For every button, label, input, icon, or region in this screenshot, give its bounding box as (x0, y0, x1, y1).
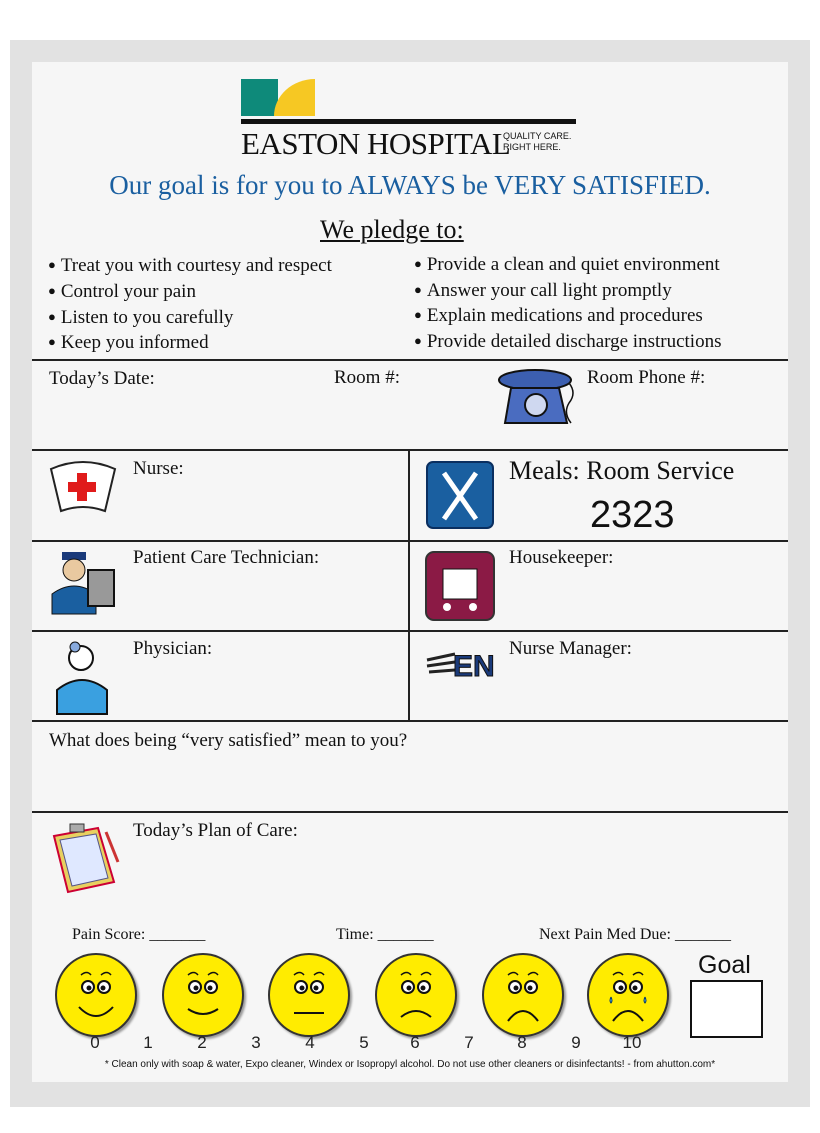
pain-scale-number: 2 (197, 1033, 207, 1052)
pain-face-8 (482, 953, 564, 1037)
logo-yellow-quarter (274, 79, 315, 116)
footnote: * Clean only with soap & water, Expo cleaner, Windex or Isopropyl alcohol. Do not use other cleaners or disinfectants! - from ahutton.com* (104, 1059, 716, 1070)
divider (32, 720, 788, 722)
meals-label: Meals: Room Service (509, 456, 735, 485)
logo (241, 79, 576, 159)
logo-teal-square (241, 79, 278, 116)
fork-knife-icon (426, 461, 494, 529)
pain-face-2 (162, 953, 244, 1037)
physician-icon (55, 640, 111, 716)
pledge-item: ● Explain medications and procedures (414, 305, 703, 327)
technician-icon (50, 550, 118, 616)
divider (32, 449, 788, 451)
pain-scale-number: 6 (410, 1033, 420, 1052)
pain-scale-number: 8 (517, 1033, 527, 1052)
nurse-cap-icon (47, 459, 119, 515)
pledge-item: ● Control your pain (48, 281, 196, 303)
nurse-manager-logo-icon (425, 640, 497, 690)
pct-label: Patient Care Technician: (133, 547, 320, 568)
pain-face-10 (587, 953, 669, 1037)
goal-box[interactable] (690, 980, 763, 1038)
housekeeping-cart-icon (425, 551, 495, 621)
clipboard-icon (48, 822, 120, 894)
pain-scale-number: 7 (464, 1033, 474, 1052)
pain-face-6 (375, 953, 457, 1037)
divider (32, 630, 788, 632)
pain-scale-number: 10 (622, 1033, 642, 1052)
time-field: Time: _______ (336, 926, 434, 943)
nurse-label: Nurse: (133, 458, 184, 479)
room-phone-label: Room Phone #: (587, 367, 706, 388)
pain-scale-number: 4 (305, 1033, 315, 1052)
pain-face-4 (268, 953, 350, 1037)
pledge-item: ● Listen to you carefully (48, 307, 233, 329)
next-pain-med-field: Next Pain Med Due: _______ (539, 926, 731, 943)
divider (32, 359, 788, 361)
logo-tagline-1: QUALITY CARE. (503, 131, 572, 141)
goal-statement: Our goal is for you to ALWAYS be VERY SATISFIED. (109, 170, 711, 200)
pain-face-0 (55, 953, 137, 1037)
nurse-manager-label: Nurse Manager: (509, 638, 632, 659)
pledge-item: ● Answer your call light promptly (414, 280, 672, 302)
pledge-item: ● Provide detailed discharge instructions (414, 331, 721, 353)
date-label: Today’s Date: (49, 368, 155, 389)
divider (32, 811, 788, 813)
svg-text:EN: EN (453, 650, 495, 683)
satisfied-question: What does being “very satisfied” mean to you? (49, 730, 408, 751)
pain-scale-number: 3 (251, 1033, 261, 1052)
room-service-number: 2323 (590, 494, 675, 536)
pain-scale-number: 0 (90, 1033, 100, 1052)
goal-label: Goal (698, 951, 751, 979)
telephone-icon (497, 368, 575, 428)
divider (32, 540, 788, 542)
pledge-item: ● Treat you with courtesy and respect (48, 255, 332, 277)
pain-scale-number: 1 (143, 1033, 153, 1052)
vertical-divider (408, 450, 410, 721)
pain-scale-number: 9 (571, 1033, 581, 1052)
pledge-item: ● Provide a clean and quiet environment (414, 254, 720, 276)
housekeeper-label: Housekeeper: (509, 547, 614, 568)
logo-name: EASTON HOSPITAL (241, 126, 511, 161)
logo-tagline-2: RIGHT HERE. (503, 142, 561, 152)
plan-of-care-label: Today’s Plan of Care: (133, 820, 298, 841)
physician-label: Physician: (133, 638, 213, 659)
pain-scale-number: 5 (359, 1033, 369, 1052)
pain-score-field: Pain Score: _______ (72, 926, 206, 943)
pledge-heading: We pledge to: (320, 215, 464, 244)
room-label: Room #: (334, 367, 400, 388)
logo-bar (241, 119, 576, 124)
pledge-item: ● Keep you informed (48, 332, 209, 354)
